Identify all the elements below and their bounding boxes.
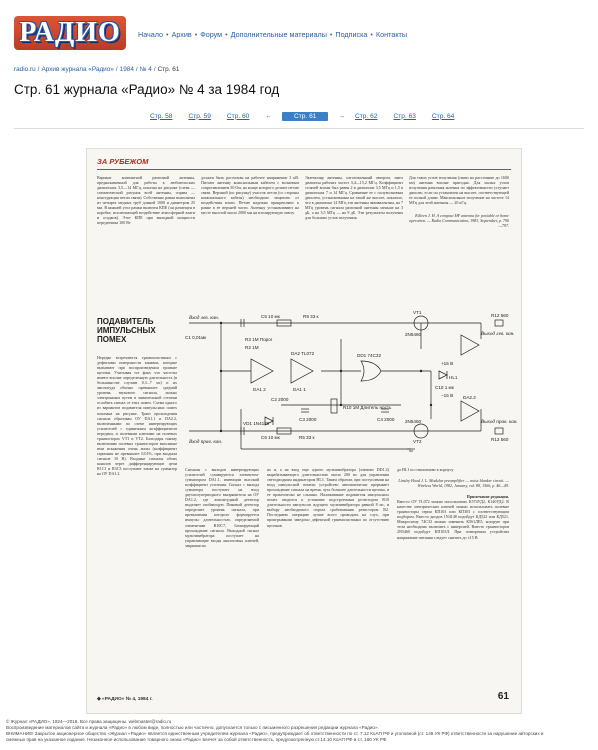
schematic-label: HL1 (449, 375, 458, 380)
article-title-line: ПОДАВИТЕЛЬ (97, 317, 154, 326)
paragraph: Нередко встречаются граммпластинки с дефектами поверхности канавок, которые вызывают при воспроизведении громкие щелчки. Учитывая тот факт, что частоты имеют вполне определенную длительность (в большинстве случаев 0,3...7 мс) и их амплитуда обычно превышает средний уровень звукового сигнала, можно электронным путем в значительной степени ослабить сигнал от этих помех. Схема одного из вариантов подавителя импульсных помех показана на рисунке. Тракт прохождения сигнала образован ОУ DA1.1 и DA2.2, включенными по схеме инвертирующих усилителей с единичным коэффициентом передачи, и полевыми ключами на полевых транзисторах VT1 и VT2. Благодаря такому включению полевых транзисторов вносимые ими искажения очень малы (коэффициент гармоник не превышает 0,01%, при входном сигнале 10 В). Входные сигналы обоих каналов через дифференцирующие цепи R1C1 и R3C3 поступают также на сумматор на ОУ DA1.2. (97, 355, 177, 477)
site-header (0, 0, 598, 58)
schematic-label: +15 В (441, 361, 454, 366)
article-title (97, 317, 175, 344)
schematic-label: R13 560 (491, 437, 509, 442)
text-column-1-top (97, 175, 195, 299)
schematic-label: R9 33 к (303, 314, 319, 319)
pager-page-58[interactable]: Стр. 58 (150, 112, 173, 120)
issue-footer: ◆ «РАДИО» № 4, 1984 г. (97, 697, 153, 702)
footer-copyright: © Журнал «РАДИО», 1924—2018. Все права защищены. webmaster@radio.ru (6, 719, 172, 724)
breadcrumb-link-home[interactable]: radio.ru (14, 66, 36, 73)
schematic-label: C3 2000 (299, 417, 317, 422)
schematic-label: Выход прав. кан. (481, 419, 518, 425)
schematic-label: 2N5460 (405, 419, 422, 424)
nav-item-contacts[interactable]: Контакты (375, 30, 407, 39)
schematic-label: 2N5460 (405, 332, 422, 337)
schematic-label: VD1 1N4148 (243, 421, 270, 426)
pager-page-59[interactable]: Стр. 59 (188, 112, 211, 120)
schematic-label: R3 1М Порог (245, 337, 273, 342)
paragraph: Для таких углов излучения (связи на расстояние до 1600 км) антенна вполне пригодна. Для малых углов излучения рамочная антенна по эффективности уступает диполю, если он установлен на высоте, соответствующей ее полной длине. Максимальное излучение на частоте 14 МГц для этой антенны — 20 кГц. (409, 175, 509, 206)
nav-separator: • (166, 30, 169, 39)
site-logo[interactable] (14, 16, 126, 50)
schematic-label: VT2 (413, 439, 422, 444)
pager-prev-arrow[interactable]: ← (265, 112, 272, 120)
text-column-1-bottom (97, 355, 177, 685)
text-column-4-top (409, 175, 509, 299)
breadcrumb-separator: / (153, 66, 156, 73)
nav-separator: • (194, 30, 198, 39)
schematic-label: Вход лев. кан. (189, 315, 220, 321)
nav-separator: • (370, 30, 373, 39)
magazine-page-scan[interactable] (86, 148, 522, 714)
site-footer (0, 719, 598, 750)
schematic-label: C2 2000 (271, 397, 289, 402)
rubric-title: ЗА РУБЕЖОМ (97, 157, 149, 166)
paragraph: Вариант компактной рамочной антенны, предназначенной для работы в любительских диапазонах 3,5—14 МГц, показан на рисунке (слева — схематический рисунок всей антенны, справа — конструкция петли связи). Собственно рамка выполнена из четырех медных труб длиной 1000 и диаметром 25 мм. В нижней угол рамки включен КПЕ (он размещен в коробке, исключающей воздействие атмосферной влаги и осадков). Этот КПЕ при выходной мощности передатчика 100 Вт (97, 175, 195, 226)
schematic-label: R12 560 (491, 313, 509, 318)
content-divider (14, 128, 584, 129)
paragraph: ях и, а на вход еще одного мультивибратора (элемент DD1.2) вырабатывающего длительностью около 200 мс для управления светодиодным индикатором HL1. Таким образом, при поступлении на вход импульсной помехи устройство автоматически прерывает прохождение сигнала на время, чуть большее длительности щелчка, и ее практически не слышно. Налаживание подавителя импульсных помех сводится к установке подстроечным резистором R10 длительности импульсов ждущего мультивибратора равной 8 мс, и выбору необходимого порога срабатывания резистором R2. Последнюю операцию лучше всего проводить на слух, при проигрывании заведомо дефектной граммпластинки по отсутствию щелчков. (267, 467, 389, 528)
pager-page-63[interactable]: Стр. 63 (393, 112, 416, 120)
schematic-label: −15 В (441, 393, 454, 398)
paragraph: Экземпляр антенны, изготовленный автором, имел диапазон рабочих частот 3,4—15,2 МГц. Коэффициент стоячей волны был равен 2 в диапазоне 3,5 МГц и 1,5 в диапазонах 7 и 14 МГц. Сравнение ее с полуволновым диполем, установленным на такой же высоте, показало, что в диапазоне 14 МГц эти антенны эквивалентны, на 7 МГц уровень сигнала рамочной антенны меньше на 3 дБ, а на 3,5 МГц — на 9 дБ. Эти результаты получены для больших углов излучения. (305, 175, 403, 221)
nav-separator: • (225, 30, 228, 39)
nav-item-forum[interactable]: Форум (200, 30, 223, 39)
schematic-label: DA1 2 (253, 387, 266, 392)
nav-item-archive[interactable]: Архив (171, 30, 192, 39)
text-column-3-bottom (267, 467, 389, 685)
schematic-label: DD1 74C32 (357, 353, 382, 358)
article-title-line: ИМПУЛЬСНЫХ (97, 326, 156, 335)
schematic-label: C5 10 мк (261, 314, 280, 319)
text-column-4-bottom (397, 467, 509, 685)
schematic-label: Выход лев. кан. (481, 331, 515, 337)
page-title: Стр. 61 журнала «Радио» № 4 за 1984 год (14, 82, 280, 97)
footer-line: Воспроизведение материалов сайта и журнала «Радио» в любом виде, полностью или частично, допускается только с письменного разрешения редакции журнала «Радио». (6, 725, 379, 730)
editor-note-title: Примечание редакции. (466, 494, 509, 500)
nav-item-home[interactable]: Начало (138, 30, 164, 39)
breadcrumb-separator: / (135, 66, 138, 73)
rubric-bar (97, 157, 511, 170)
paragraph: Сигналы с выходов инвертирующих усилителей суммируются элементом-сумматором DA1.1, имеющим высокий коэффициент усиления. Сигнал с выхода сумматора поступает на вход двухполупериодного выпрямителя на ОУ DA1.2, где амплитудный детектор выделяет огибающую. Пиковый детектор определяет уровень сигнала, при превышении которого формируется импульс длительностью, определяемой элементами R10C7, блокирующий прохождение сигнала. Выходной сигнал мультивибратора поступает на управляющие входы аналоговых ключей, закрывая их. (185, 467, 259, 548)
pager-page-64[interactable]: Стр. 64 (431, 112, 455, 120)
breadcrumb (14, 66, 179, 73)
footer-line: смежных прав на указанное издание. Незаконное использование товарного знака «Радио» влечет за собой ответственность, предусмотренную ст.14.10 КоАП РФ и ст. 180 УК РФ. (6, 737, 388, 742)
breadcrumb-link-issue[interactable]: № 4 (139, 66, 152, 73)
schematic-label: Вход прав. кан. (189, 439, 223, 445)
pager-current-page: Стр. 61 (282, 112, 328, 121)
schematic-label: C4 2000 (377, 417, 395, 422)
schematic-label: R5 33 к (299, 435, 315, 440)
breadcrumb-separator: / (37, 66, 40, 73)
page-pager (150, 110, 470, 122)
nav-separator: • (329, 30, 333, 39)
schematic-label: R10 1М Длитель ность (343, 405, 392, 410)
main-nav (138, 30, 407, 39)
footer-line: ВНИМАНИЕ! Закрытое акционерное общество «Журнал «Радио» является единственным учредителем журнала «Радио», предупреждает об ответственности по ст. 7.12 КоАП РФ и уголовной (ст. 146 УК РФ) ответственности за нарушение авторских и (6, 731, 544, 736)
pager-next-arrow[interactable]: → (338, 112, 345, 120)
site-logo-text: РАДИО (19, 17, 121, 48)
page-number: 61 (497, 691, 509, 702)
schematic-label: VT1 (413, 310, 422, 315)
paragraph: да HL1 по отношению к корпусу. (397, 467, 455, 472)
breadcrumb-separator: / (115, 66, 118, 73)
citation: Killeen J. H. A compact HF antenna for portable or home operation. — Radio Communication, 1983, September, p. 796—797. (409, 213, 509, 229)
text-column-3-top (305, 175, 403, 299)
schematic-label: DA2 TL072 (291, 351, 315, 356)
nav-item-extra[interactable]: Дополнительные материалы (230, 30, 327, 39)
pager-page-60[interactable]: Стр. 60 (226, 112, 250, 120)
text-column-2-top (201, 175, 299, 299)
schematic-label: DA1 1 (293, 387, 306, 392)
breadcrumb-link-year[interactable]: 1984 (119, 66, 134, 73)
schematic-label: R2 1М (245, 345, 259, 350)
schematic-label: C10 1 мк (435, 385, 454, 390)
circuit-schematic (181, 309, 518, 459)
schematic-label: C1 0,01мк (185, 335, 207, 340)
nav-item-subscribe[interactable]: Подписка (335, 30, 368, 39)
citation: Linsley Hood J. L. Modular preamplifier — noise blanker circuit. — Wireless World, 1982, January, vol. 88, 1566, p. 46—49. (398, 478, 509, 489)
schematic-label: C6 10 мк (261, 435, 280, 440)
text-column-2-bottom (185, 467, 259, 685)
breadcrumb-link-archive[interactable]: Архив журнала «Радио» (41, 66, 114, 73)
pager-page-62[interactable]: Стр. 62 (355, 112, 378, 120)
paragraph: должен быть рассчитан на рабочее напряжение 3 кВ. Питают антенну коаксиальным кабелем с волновым сопротивлением 50 Ом, на конце которого делают петлю связи. Верхний (по рисунку) участок петли (со стороны коаксиального кабеля) необходимо защитить от воздействия влаги. Петлю надежно прикрепляют к рамке в ее верхней части. Антенну устанавливают на месте высотой около 2000 мм на изолирующую мачту. (201, 175, 299, 216)
article-title-line: ПОМЕХ (97, 335, 127, 344)
editor-note: Вместо ОУ TL072 можно использовать К574УД2, К140УД2. В качестве электрических ключей можно использовать полевые транзисторы серии КП103 или КП303 с соответствующим подбором. Вместо диодов 1N4148 подойдут КД522 или КД521. Микросхему 74С32 можно заменить К561ЛЕ5, которую при этом необходимо включить с инверсией. Вместо транзисторов 2N5460 подойдут КП103Л. При повторении устройства напряжение питания следует снизить до ±15 В. (397, 499, 509, 540)
schematic-label: DA2.2 (463, 395, 476, 400)
breadcrumb-current: Стр. 61 (157, 66, 180, 73)
